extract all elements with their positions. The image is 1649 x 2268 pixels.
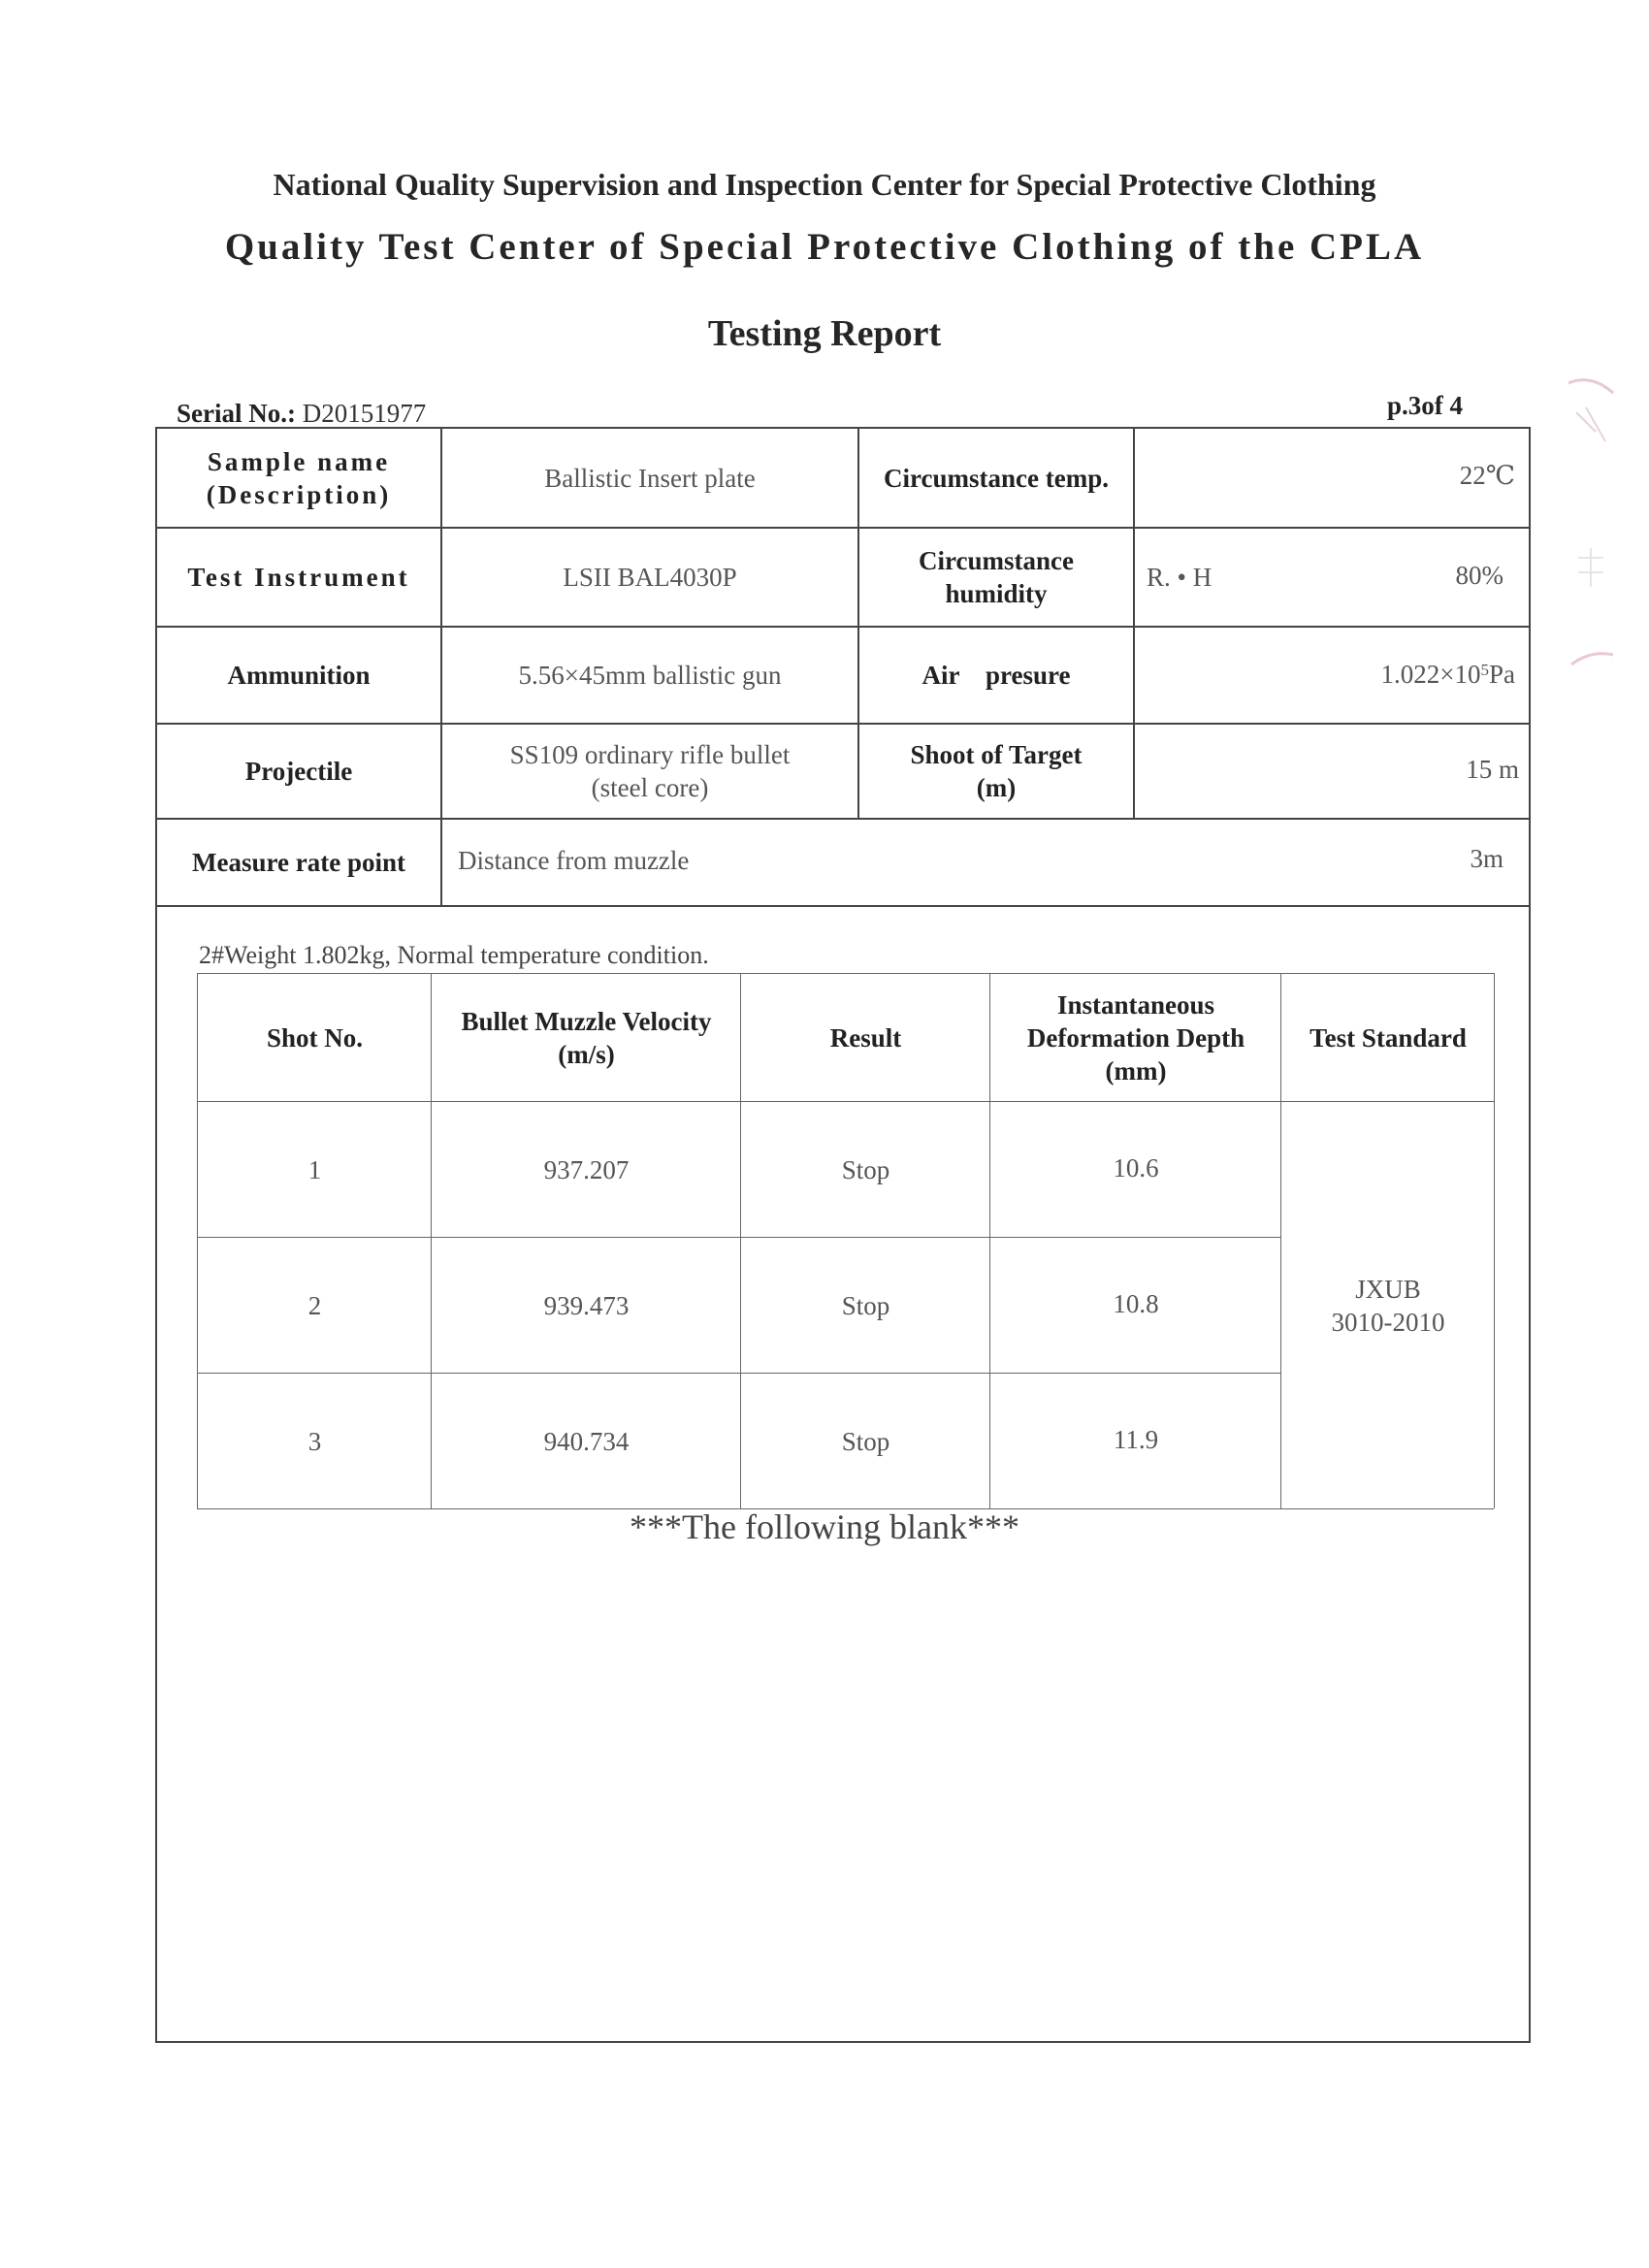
row1-shot: 1 [307,1155,322,1184]
measure-distance: 3m [1470,844,1504,873]
row3-velocity: 940.734 [543,1427,630,1456]
air-pressure-label: Air presure [922,661,1071,690]
row2-result: Stop [841,1291,890,1320]
test-standard-value: JXUB 3010-2010 [1331,1275,1445,1337]
row2-velocity: 939.473 [543,1291,630,1320]
ammunition-value: 5.56×45mm ballistic gun [518,661,782,690]
shoot-distance-value: 15 m [1466,755,1519,784]
condition-note: 2#Weight 1.802kg, Normal temperature condition. [199,941,709,969]
instrument-label: Test Instrument [187,563,410,592]
measure-value: Distance from muzzle [458,846,690,875]
ammunition-label: Ammunition [227,661,371,690]
row3-depth: 11.9 [1113,1425,1159,1454]
header-deformation: Instantaneous Deformation Depth (mm) [1026,990,1245,1085]
serial-label: Serial No.: [177,399,296,428]
instrument-value: LSII BAL4030P [563,563,737,592]
page-number: p.3of 4 [1386,391,1463,420]
institution-name: National Quality Supervision and Inspection Center for Special Protective Clothing [273,167,1376,202]
row1-depth: 10.6 [1113,1153,1159,1183]
row1-result: Stop [841,1155,890,1184]
serial-number [177,399,426,429]
row2-depth: 10.8 [1113,1289,1159,1318]
info-row-line [155,905,1531,907]
measure-label: Measure rate point [192,848,405,877]
header-test-standard: Test Standard [1310,1023,1467,1053]
results-col-line [989,973,990,1508]
row2-shot: 2 [307,1291,322,1320]
temp-value: 22℃ [1459,461,1515,490]
humidity-value: 80% [1455,561,1504,590]
projectile-value: SS109 ordinary rifle bullet (steel core) [509,740,791,802]
sample-name-value: Ballistic Insert plate [544,463,756,493]
results-header-line [197,1101,1494,1102]
humidity-prefix: R. • H [1147,563,1212,592]
test-center-name: Quality Test Center of Special Protective Clothing of the CPLA [224,226,1425,268]
row3-shot: 3 [307,1427,322,1456]
header-velocity: Bullet Muzzle Velocity (m/s) [461,1007,712,1069]
results-row-line [197,1373,1280,1374]
row1-velocity: 937.207 [543,1155,630,1184]
results-col-line [1494,973,1495,1508]
sample-name-label: Sample name (Description) [206,446,392,509]
air-pressure-value: 1.022×10 $^5$ Pa [1380,660,1515,689]
results-col-line [740,973,741,1508]
results-row-line [197,1237,1280,1238]
results-col-line [1280,973,1281,1508]
results-col-line [431,973,432,1508]
temp-label: Circumstance temp. [884,463,1109,493]
report-title: Testing Report [707,313,942,354]
row3-result: Stop [841,1427,890,1456]
serial-value: D20151977 [302,399,427,428]
humidity-label: Circumstance humidity [919,546,1074,608]
header-shot-no: Shot No. [266,1023,364,1053]
results-top-line [197,973,1494,974]
header-result: Result [829,1023,902,1053]
shoot-distance-label: Shoot of Target (m) [910,740,1083,802]
blank-note: ***The following blank*** [630,1507,1019,1546]
projectile-label: Projectile [244,757,353,786]
results-col-line [197,973,198,1508]
faint-stamp-mark [1567,373,1615,684]
